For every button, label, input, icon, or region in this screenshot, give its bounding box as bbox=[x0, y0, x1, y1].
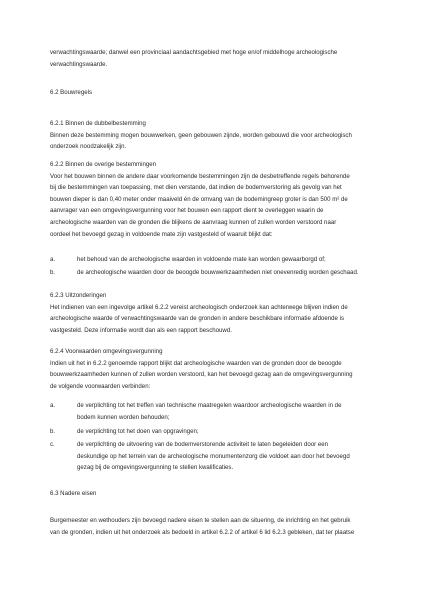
section-6-2-1 bbox=[50, 118, 385, 153]
section-heading: 6.2.2 Binnen de overige bestemmingen bbox=[50, 161, 157, 168]
text-line: verwachtingswaarde; danwel een provinciaal aandachtsgebied met hoge en/of middelhoge archeologische bbox=[50, 49, 338, 56]
intro-paragraph bbox=[50, 47, 385, 70]
list-marker: a. bbox=[50, 256, 56, 263]
section-heading: 6.2.3 Uitzonderingen bbox=[50, 292, 107, 299]
text-line: de verplichting de uitvoering van de bodemverstorende activiteit te laten begeleiden door een bbox=[77, 441, 329, 448]
text-line: Voor het bouwen binnen de andere daar voorkomende bestemmingen zijn de desbetreffende regels behorende bbox=[50, 172, 350, 180]
section-heading: 6.3 Nadere eisen bbox=[50, 490, 97, 497]
text-line: bij die bestemmingen van toepassing, met dien verstande, dat indien de bodemverstoring als gevolg van het bbox=[50, 184, 342, 192]
text-line: bodem kunnen worden behouden; bbox=[77, 413, 170, 421]
text-line: de volgende voorwaarden verbinden: bbox=[50, 382, 151, 390]
list-marker: b. bbox=[50, 428, 56, 435]
text-line: bouwen dieper is dan 0,40 meter onder maaiveld én de omvang van de bodemingreep groter is dan 500 m² de bbox=[50, 195, 348, 203]
section-6-2-2 bbox=[50, 159, 385, 240]
text-line: aanvrager van een omgevingsvergunning voor het bouwen een rapport dient te overleggen waarin de bbox=[50, 207, 324, 215]
list-item-text bbox=[77, 400, 385, 423]
section-6-3 bbox=[50, 488, 385, 500]
section-heading: 6.2.1 Binnen de dubbelbestemming bbox=[50, 120, 146, 127]
list-marker: a. bbox=[50, 402, 56, 409]
list-item-text: de verplichting tot het doen van opgravingen; bbox=[77, 428, 199, 435]
text-line: archeologische waarde of verwachtingswaarde van de gronden in andere beschikbare informatie afdoende is bbox=[50, 315, 345, 323]
list-item-text bbox=[77, 439, 385, 474]
section-heading: 6.2.4 Voorwaarden omgevingsvergunning bbox=[50, 348, 163, 355]
section-6-2-4 bbox=[50, 346, 385, 392]
text-line: archeologische waarden van de gronden die blijkens de aanvraag kunnen of zullen worden verstoord naar bbox=[50, 218, 337, 226]
text-line: Het indienen van een ingevolge artikel 6.2.2 vereist archeologisch onderzoek kan achterwege blijven indien de bbox=[50, 303, 348, 311]
list-item-text: het behoud van de archeologische waarden in voldoende mate kan worden gewaarborgd of; bbox=[77, 256, 326, 263]
section-6-2 bbox=[50, 87, 385, 99]
text-line: Binnen deze bestemming mogen bouwwerken, geen gebouwen zijnde, worden gebouwd die voor archeologisch bbox=[50, 131, 352, 139]
text-line: deskundige op het terrein van de archeologische monumentenzorg die voldoet aan door het bevoegd bbox=[77, 452, 350, 460]
text-line: vastgesteld. Deze informatie wordt dan als een rapport beschouwd. bbox=[50, 326, 232, 334]
text-line: de verplichting tot het treffen van technische maatregelen waardoor archeologische waarden in de bbox=[77, 402, 342, 409]
text-line: verwachtingswaarde. bbox=[50, 60, 108, 68]
text-line: oordeel het bevoegd gezag in voldoende mate zijn vastgesteld of waaruit blijkt dat: bbox=[50, 230, 273, 238]
text-line: Indien uit het in 6.2.2 genoemde rapport blijkt dat archeologische waarden van de gronden door de beoogde bbox=[50, 359, 342, 367]
list-marker: b. bbox=[50, 269, 56, 276]
text-line: bouwwerkzaamheden kunnen of zullen worden verstoord, kan het bevoegd gezag aan de omgevingsvergunning bbox=[50, 371, 353, 379]
text-line: onderzoek noodzakelijk zijn. bbox=[50, 143, 127, 151]
list-marker: c. bbox=[50, 441, 55, 448]
text-line: Burgemeester en wethouders zijn bevoegd nadere eisen te stellen aan de situering, de inrichting en het gebruik bbox=[50, 517, 351, 524]
text-line: gezag bij de omgevingsvergunning te stellen kwalificaties. bbox=[77, 464, 234, 472]
section-heading: 6.2 Bouwregels bbox=[50, 89, 93, 96]
section-6-2-3 bbox=[50, 290, 385, 336]
list-item-text: de archeologische waarden door de beoogde bouwwerkzaamheden niet onevenredig worden geschaad. bbox=[77, 269, 359, 276]
text-line: van de gronden, indien uit het onderzoek als bedoeld in artikel 6.2.2 of artikel 6 lid 6.2.3 gebleken, dat ter plaatse bbox=[50, 528, 355, 536]
section-6-3-paragraph bbox=[50, 515, 385, 538]
